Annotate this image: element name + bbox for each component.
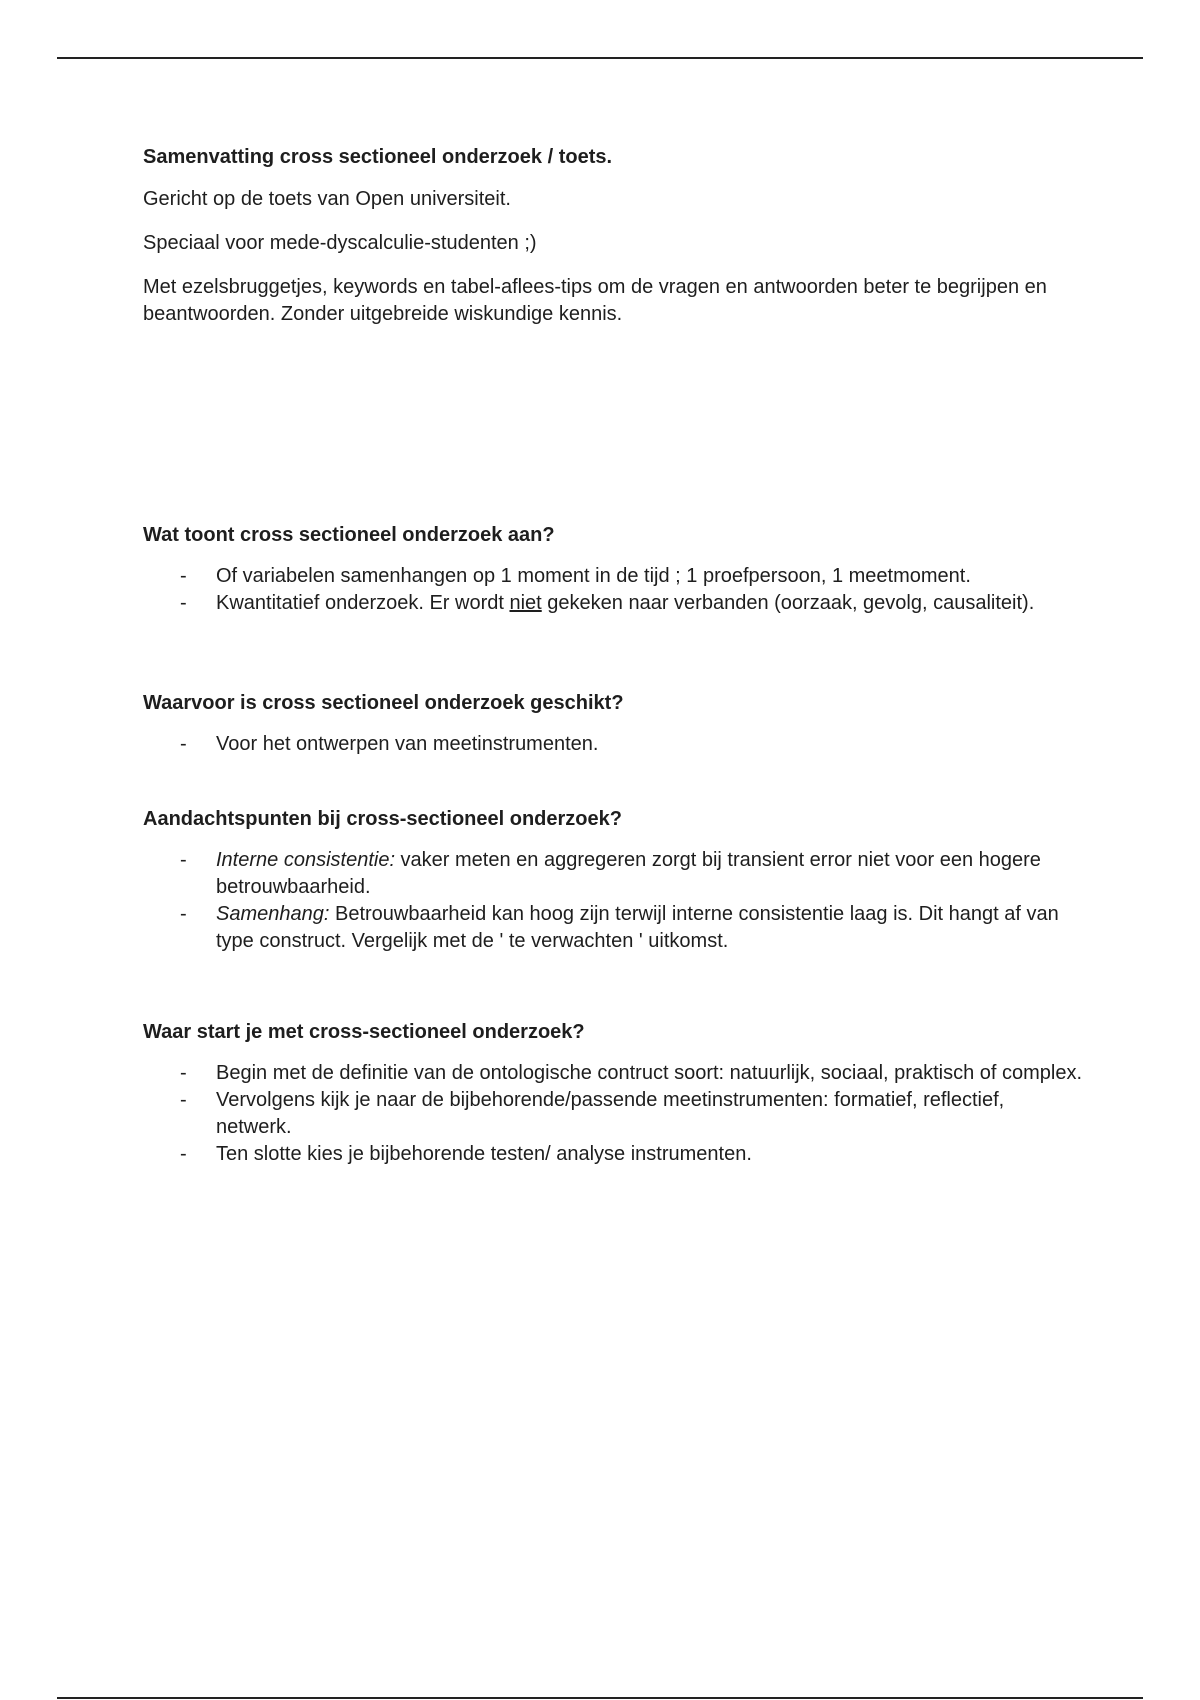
bottom-rule (57, 1697, 1143, 1699)
bullet-dash: - (180, 592, 187, 614)
bullet-italic-term: Samenhang: (216, 903, 330, 925)
bullet-italic-term: Interne consistentie: (216, 849, 395, 871)
list-item (143, 847, 1083, 901)
intro-paragraph-3: Met ezelsbruggetjes, keywords en tabel-aflees-tips om de vragen en antwoorden beter te begrijpen en beantwoorden. Zonder uitgebreide wiskundige kennis. (143, 276, 1047, 325)
bullet-dash: - (180, 733, 187, 755)
bullet-list (143, 563, 1083, 617)
bullet-dash: - (180, 565, 187, 587)
underlined-word: niet (509, 592, 542, 614)
list-item (143, 1060, 1083, 1087)
intro-paragraph-1: Gericht op de toets van Open universiteit. (143, 188, 511, 210)
section-what-shows (143, 522, 1083, 617)
bullet-dash: - (180, 1143, 187, 1165)
list-item (143, 901, 1083, 955)
bullet-text-after: gekeken naar verbanden (oorzaak, gevolg, causaliteit). (541, 592, 1035, 614)
intro-paragraph-2: Speciaal voor mede-dyscalculie-studenten ;) (143, 232, 537, 254)
list-item (143, 590, 1083, 617)
bullet-dash: - (180, 1089, 187, 1111)
list-item (143, 1141, 1083, 1168)
section-suitable-for (143, 690, 1083, 758)
bullet-text: Voor het ontwerpen van meetinstrumenten. (216, 733, 599, 755)
bullet-text: Vervolgens kijk je naar de bijbehorende/passende meetinstrumenten: formatief, reflectief, netwerk. (216, 1089, 1005, 1138)
section-points-of-attention (143, 806, 1083, 955)
bullet-dash: - (180, 903, 187, 925)
top-rule (57, 57, 1143, 59)
section-where-to-start (143, 1019, 1083, 1168)
bullet-list (143, 731, 1083, 758)
bullet-text: Betrouwbaarheid kan hoog zijn terwijl interne consistentie laag is. Dit hangt af van type construct. Vergelijk met de ' te verwachten ' uitkomst. (216, 903, 1059, 952)
bullet-list (143, 847, 1083, 955)
section-heading: Waar start je met cross-sectioneel onderzoek? (143, 1021, 585, 1043)
bullet-dash: - (180, 1062, 187, 1084)
bullet-text-before: Kwantitatief onderzoek. Er wordt (216, 592, 510, 614)
bullet-list (143, 1060, 1083, 1168)
list-item (143, 1087, 1083, 1141)
section-heading: Waarvoor is cross sectioneel onderzoek geschikt? (143, 692, 624, 714)
bullet-text: Ten slotte kies je bijbehorende testen/ analyse instrumenten. (216, 1143, 752, 1165)
bullet-text: vaker meten en aggregeren zorgt bij transient error niet voor een hogere betrouwbaarheid. (216, 849, 1041, 898)
bullet-text: Begin met de definitie van de ontologische contruct soort: natuurlijk, sociaal, praktisch of complex. (216, 1062, 1083, 1084)
list-item (143, 731, 1083, 758)
document-title: Samenvatting cross sectioneel onderzoek / toets. (143, 146, 613, 168)
list-item (143, 563, 1083, 590)
bullet-text: Of variabelen samenhangen op 1 moment in de tijd ; 1 proefpersoon, 1 meetmoment. (216, 565, 971, 587)
section-heading: Wat toont cross sectioneel onderzoek aan? (143, 524, 555, 546)
section-heading: Aandachtspunten bij cross-sectioneel onderzoek? (143, 808, 622, 830)
bullet-dash: - (180, 849, 187, 871)
